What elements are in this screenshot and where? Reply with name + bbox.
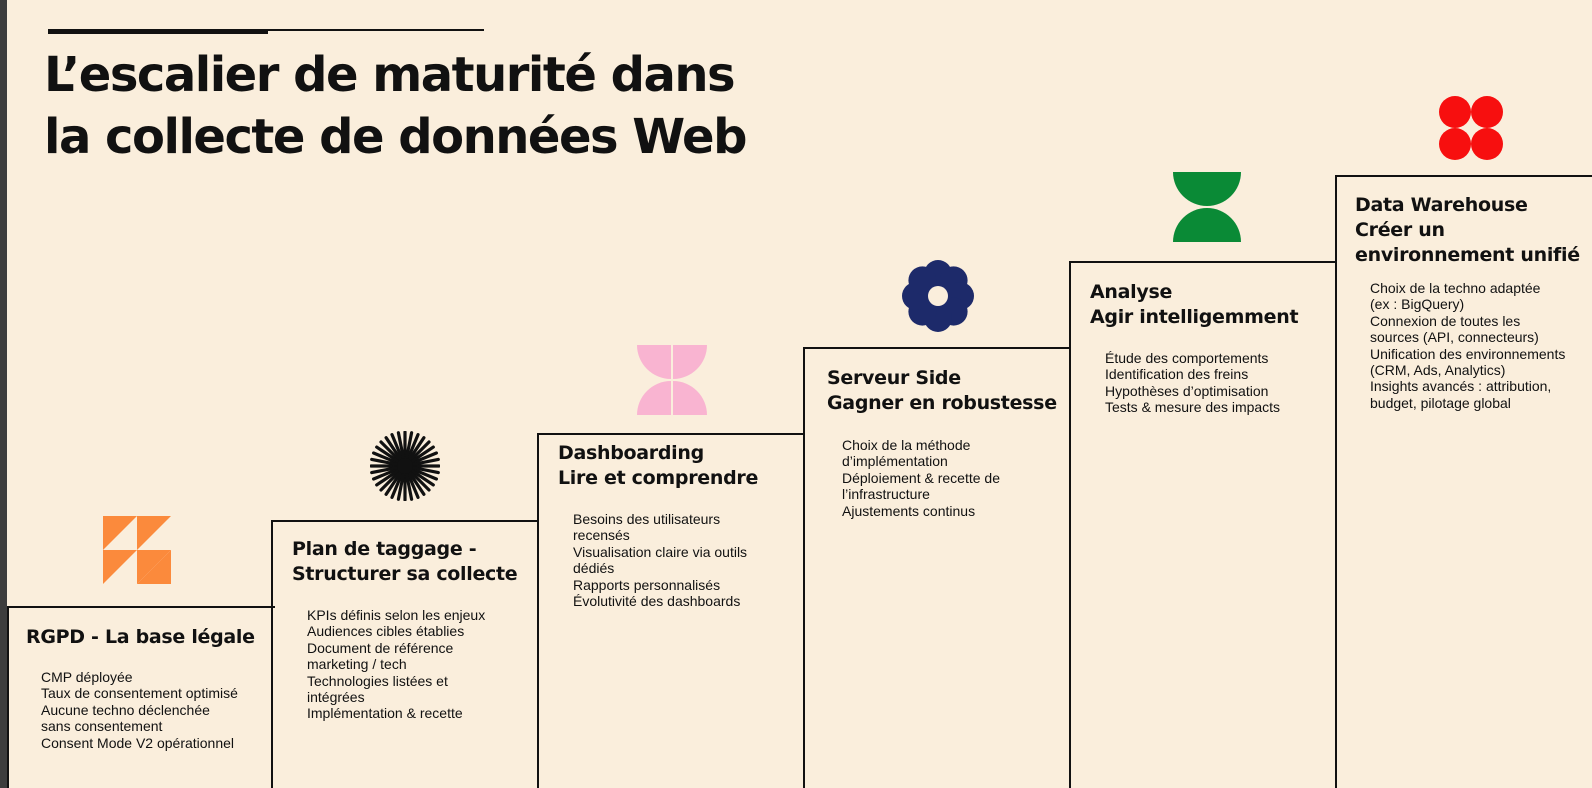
list-item: Connexion de toutes les sources (API, connecteurs) (1370, 312, 1539, 346)
page-title (44, 44, 746, 168)
step-analyse (1069, 261, 1337, 788)
title-line-1: L’escalier de maturité dans (44, 47, 735, 103)
step-title (292, 537, 517, 587)
step-title-line: Créer un (1355, 219, 1445, 241)
step-items (842, 437, 1000, 519)
pink-petals-icon (637, 345, 707, 415)
step-items (41, 669, 238, 751)
list-item: Choix de la techno adaptée (ex : BigQuery) (1370, 280, 1541, 313)
step-title (1355, 193, 1580, 268)
list-item: Taux de consentement optimisé (41, 685, 238, 702)
list-item: Consent Mode V2 opérationnel (41, 734, 235, 751)
navy-flower-icon (902, 260, 974, 332)
list-item: Insights avancés : attribution, budget, pilotage global (1370, 378, 1552, 411)
list-item: Visualisation claire via outils dédiés (573, 543, 748, 577)
list-item: Déploiement & recette de l’infrastructure (842, 469, 1000, 503)
orange-triangles-icon (103, 516, 171, 584)
list-item: Aucune techno déclenchée sans consentement (41, 701, 210, 735)
list-item: Tests & mesure des impacts (1105, 399, 1281, 416)
title-line-2: la collecte de données Web (44, 109, 746, 165)
list-item: Unification des environnements (CRM, Ads, Analytics) (1370, 345, 1566, 379)
list-item: CMP déployée (41, 669, 133, 685)
header-rule-accent (48, 29, 268, 34)
list-item: Évolutivité des dashboards (573, 593, 741, 610)
step-title-line: Structurer sa collecte (292, 563, 518, 585)
step-title (1090, 280, 1298, 330)
step-items (1370, 280, 1565, 411)
step-title-line: Plan de taggage - (292, 538, 477, 560)
step-items (573, 511, 747, 609)
list-item: Audiences cibles établies (307, 623, 465, 640)
list-item: Étude des comportements (1105, 350, 1269, 366)
list-item: Rapports personnalisés (573, 576, 721, 593)
black-starburst-icon (370, 431, 440, 501)
green-half-circles-icon (1172, 172, 1242, 242)
step-title (827, 366, 1057, 416)
list-item: Choix de la méthode d’implémentation (842, 437, 971, 470)
step-title-line: RGPD - La base légale (26, 626, 255, 648)
list-item: Hypothèses d’optimisation (1105, 382, 1269, 399)
list-item: KPIs définis selon les enjeux (307, 607, 486, 623)
list-item: Implémentation & recette (307, 705, 463, 722)
step-title-line: environnement unifié (1355, 244, 1580, 266)
list-item: Ajustements continus (842, 502, 976, 519)
list-item: Technologies listées et intégrées (307, 672, 448, 706)
list-item: Document de référence marketing / tech (307, 639, 454, 673)
step-title-line: Data Warehouse (1355, 194, 1528, 216)
step-title-line: Dashboarding (558, 442, 704, 464)
step-title-line: Serveur Side (827, 367, 961, 389)
list-item: Identification des freins (1105, 366, 1249, 383)
step-items (307, 607, 485, 722)
step-title-line: Agir intelligemment (1090, 306, 1299, 328)
left-edge-bar (0, 0, 7, 788)
step-items (1105, 350, 1280, 416)
step-title-line: Analyse (1090, 281, 1173, 303)
step-title-line: Gagner en robustesse (827, 392, 1057, 414)
list-item: Besoins des utilisateurs recensés (573, 511, 721, 544)
step-title-line: Lire et comprendre (558, 467, 759, 489)
step-title (26, 625, 255, 650)
step-title (558, 441, 758, 491)
red-four-circles-icon (1439, 96, 1503, 160)
